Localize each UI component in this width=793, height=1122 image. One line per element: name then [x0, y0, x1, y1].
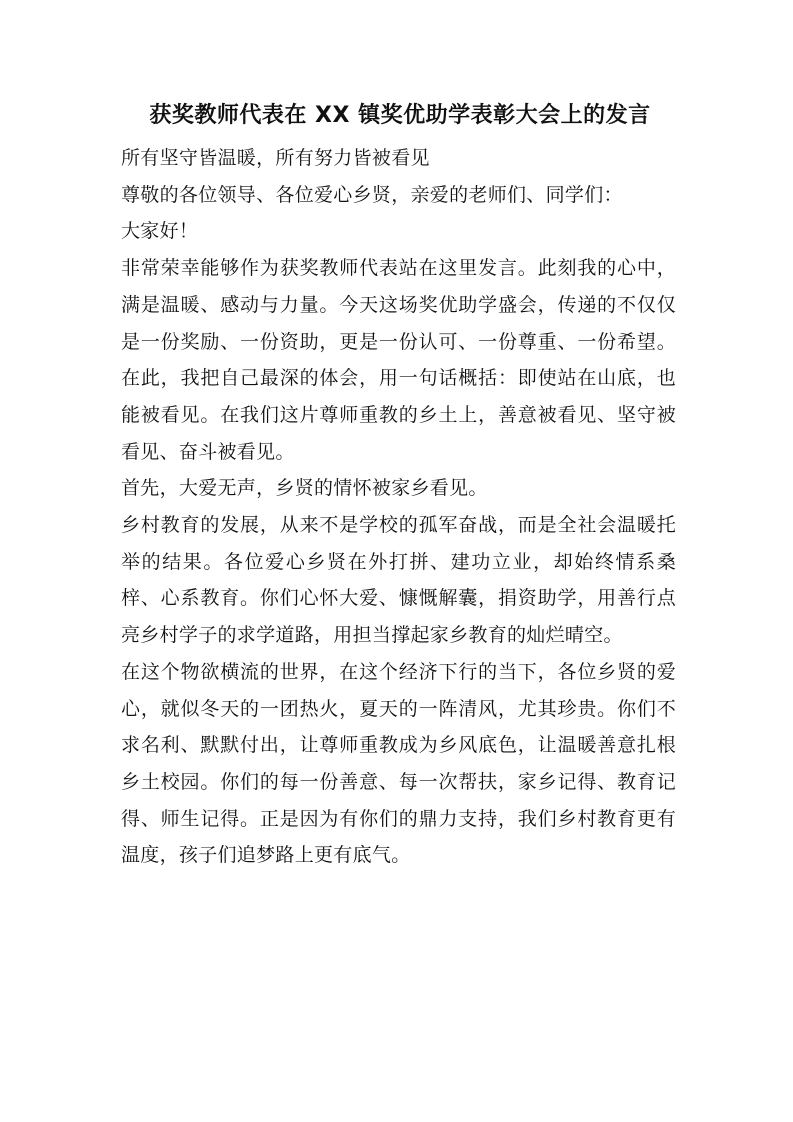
body-paragraph: 在这个物欲横流的世界，在这个经济下行的当下，各位乡贤的爱心，就似冬天的一团热火，夏天的一阵清风，尤其珍贵。你们不求名利、默默付出，让尊师重教成为乡风底色，让温暖善意扎根乡土校园。你们的每一份善意、每一次帮扶，家乡记得、教育记得、师生记得。正是因为有你们的鼎力支持，我们乡村教育更有温度，孩子们追梦路上更有底气。	[121, 660, 676, 867]
greeting-paragraph: 大家好！	[121, 220, 199, 243]
salutation-paragraph: 尊敬的各位领导、各位爱心乡贤，亲爱的老师们、同学们：	[121, 183, 623, 206]
document-body	[121, 140, 676, 874]
body-paragraph: 乡村教育的发展，从来不是学校的孤军奋战，而是全社会温暖托举的结果。各位爱心乡贤在外打拼、建功立业，却始终情系桑梓、心系教育。你们心怀大爱、慷慨解囊，捐资助学，用善行点亮乡村学子的求学道路，用担当撑起家乡教育的灿烂晴空。	[121, 514, 676, 647]
document-title: 获奖教师代表在 XX 镇奖优助学表彰大会上的发言	[149, 103, 651, 128]
subtitle-paragraph: 所有坚守皆温暖，所有努力皆被看见	[121, 147, 430, 169]
section-heading-paragraph: 首先，大爱无声，乡贤的情怀被家乡看见。	[121, 477, 488, 500]
body-paragraph: 非常荣幸能够作为获奖教师代表站在这里发言。此刻我的心中，满是温暖、感动与力量。今天这场奖优助学盛会，传递的不仅仅是一份奖励、一份资助，更是一份认可、一份尊重、一份希望。在此，我把自己最深的体会，用一句话概括：即使站在山底，也能被看见。在我们这片尊师重教的乡土上，善意被看见、坚守被看见、奋斗被看见。	[121, 257, 676, 463]
